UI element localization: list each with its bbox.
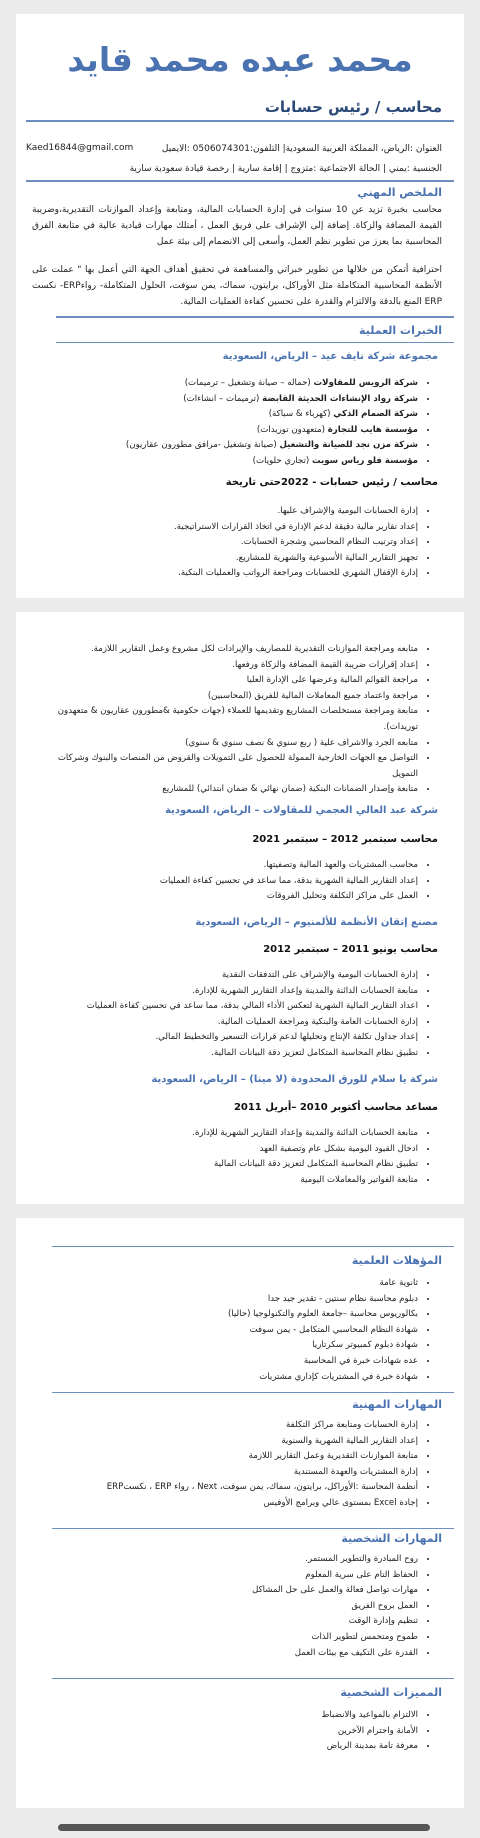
list-item: • مراجعة واعتماد جميع المعاملات المالية للفريق (المحاسبين) <box>30 689 418 705</box>
list-item: • إعداد تقارير مالية دقيقة لدعم الإدارة في اتخاذ القرارات الاستراتيجية. <box>174 520 418 536</box>
list-item: • شهادة النظام المحاسبي المتكامل - يمن سوفت <box>228 1323 418 1339</box>
company-name: شركة يا سلام للورق المحدودة (لا مينا) – الرياض، السعودية <box>151 1074 438 1085</box>
list-item: • متابعة الموازنات التقديرية وعمل التقارير اللازمة <box>107 1449 418 1465</box>
list-item: • متابعه الجرد والاشراف علية ( ربع سنوي & نصف سنوي & سنوي) <box>30 736 418 752</box>
list-item: • متابعه ومراجعة الموازنات التقديرية للمصاريف والإيرادات لكل مشروع وعمل التقارير اللازمة. <box>30 642 418 658</box>
list-item: • تجهيز التقارير المالية الأسبوعية والشهرية للمشاريع. <box>174 551 418 567</box>
list-item: • شركة الرويس للمقاولات (حماله – صيانة وتشغيل – ترميمات) <box>126 376 418 392</box>
list-item: • مراجعة القوائم المالية وعرضها على الإدارة العليا <box>30 673 418 689</box>
summary-paragraph-1: محاسب بخبرة تزيد عن 10 سنوات في إدارة الحسابات المالية، ومتابعة وإعداد الموازنات التقديرية،وضريبة القيمة المضافة والزكاة. إضافة إلى الإشراف على فريق العمل ، أمتلك مهارات قيادية عالية في متابعة الفرق المحاسبية بما يعزز من تطوير نظم العمل، وأسعى إلى الانضمام إلى بيئة عمل <box>32 205 442 247</box>
applicant-name: محمد عبده محمد قايد <box>67 40 413 79</box>
list-item: • تنظيم وإدارة الوقت <box>252 1614 418 1630</box>
list-item: • متابعة الحسابات الدائنة والمدينة وإعداد التقارير الشهرية للإدارة. <box>192 1126 418 1142</box>
experience-heading: الخبرات العملية <box>359 324 442 337</box>
features-list <box>321 1708 464 1755</box>
list-item: • شهادة خبرة في المشتريات كإداري مشتريات <box>228 1370 418 1386</box>
list-item: • أنظمة المحاسبة :الأوراكل، برايتون، سماك، يمن سوفت، Next ، رواء ERP ، نكستERP <box>107 1480 418 1496</box>
email-address[interactable]: Kaed16844@gmail.com <box>26 143 134 153</box>
list-item: • طموح ومتحمس لتطوير الذات <box>252 1630 418 1646</box>
list-item: • إدارة الحسابات اليومية والإشراف عليها. <box>174 504 418 520</box>
cv-page-2 <box>16 612 464 1204</box>
list-item: • متابعة الحسابات الدائنة والمدينة وإعداد التقارير الشهرية للإدارة. <box>87 984 418 1000</box>
cv-page-3 <box>16 1218 464 1808</box>
title-divider <box>26 120 454 122</box>
personal-skills-heading: المهارات الشخصية <box>341 1532 442 1545</box>
list-item: • تطبيق نظام المحاسبة المتكامل لتعزيز دقة البيانات المالية <box>192 1157 418 1173</box>
list-item: • اعداد التقارير المالية الشهرية لتعكس الأداء المالي بدقة، مما ساعد في تحسين كفاءة العمليات <box>87 999 418 1015</box>
list-item: • إدارة الحسابات العامة والبنكية ومراجعة العمليات المالية. <box>87 1015 418 1031</box>
list-item: • شركة الصمام الذكي (كهرباء & سباكة) <box>126 407 418 423</box>
list-item: • متابعة وإصدار الضمانات البنكية (ضمان نهائي & ضمان ابتدائي) للمشاريع <box>30 782 418 798</box>
qualifications-list <box>228 1276 464 1385</box>
list-item: • الأمانة واحترام الآخرين <box>321 1724 418 1740</box>
section-divider <box>52 1678 454 1679</box>
list-item: • إعداد التقارير المالية الشهرية بدقة، مما ساعد في تحسين كفاءة العمليات <box>160 874 418 890</box>
list-item: • محاسب المشتريات والعهد المالية وتصفيتها. <box>160 858 418 874</box>
list-item: • متابعة الفواتير والمعاملات اليومية <box>192 1173 418 1189</box>
address-line: العنوان :الرياض، المملكة العربية السعودية| التلفون:0506074301 :الايميل <box>161 144 442 154</box>
experience-divider <box>56 342 454 343</box>
list-item: • إدارة الإقفال الشهري للحسابات ومراجعة الرواتب والعمليات البنكية. <box>174 566 418 582</box>
duties-list <box>160 858 464 905</box>
list-item: • تطبيق نظام المحاسبة المتكامل لتعزيز دقة البيانات المالية. <box>87 1046 418 1062</box>
list-item: • معرفة تامة بمدينة الرياض <box>321 1739 418 1755</box>
job-role: محاسب / رئيس حسابات - 2022حتى تاريخة <box>225 477 438 488</box>
list-item: • متابعة ومراجعة مستخلصات المشاريع وتقديمها للعملاء (جهات حكومية &مطورون عقاريون & متعهدون توريدات). <box>30 704 418 735</box>
duties-list <box>174 504 464 582</box>
list-item: • العمل بروح الفريق <box>252 1599 418 1615</box>
job-role: محاسب سبتمبر 2012 – سبتمبر 2021 <box>252 834 438 845</box>
features-heading: المميزات الشخصية <box>340 1686 442 1699</box>
list-item: • إعداد التقارير المالية الشهرية والسنوية <box>107 1434 418 1450</box>
list-item: • شهادة دبلوم كمبيوتر سكرتاريا <box>228 1338 418 1354</box>
list-item: • مؤسسة هايب للتجارة (متعهدون توريدات) <box>126 423 418 439</box>
list-item: • إدارة المشتريات والعهدة المستندية <box>107 1465 418 1481</box>
duties-list <box>192 1126 464 1188</box>
list-item: • دبلوم محاسبة نظام سنتين - تقدير جيد جدا <box>228 1292 418 1308</box>
job-role: محاسب يونيو 2011 – سبتمبر 2012 <box>263 944 438 955</box>
list-item: • إعداد جداول تكلفة الإنتاج وتحليلها لدعم قرارات التسعير والتخطيط المالي. <box>87 1030 418 1046</box>
job-title: محاسب / رئيس حسابات <box>264 98 442 116</box>
personal-skills-list <box>252 1552 464 1661</box>
list-item: • إدارة الحسابات ومتابعة مراكز التكلفة <box>107 1418 418 1434</box>
list-item: • إعداد وترتيب النظام المحاسبي وشجرة الحسابات. <box>174 535 418 551</box>
list-item: • مؤسسة فلو رياس سويت (تجاري حلويات) <box>126 454 418 470</box>
list-item: • إجادة Excel بمستوى عالي وبرامج الأوفيس <box>107 1496 418 1512</box>
company-name: مجموعة شركة نايف عيد – الرياض، السعودية <box>222 351 438 362</box>
list-item: • مهارات تواصل فعالة والعمل على حل المشاكل <box>252 1583 418 1599</box>
summary-divider <box>56 316 454 318</box>
list-item: • الحفاظ التام على سرية المعلوم <box>252 1568 418 1584</box>
section-divider <box>52 1528 454 1529</box>
section-divider <box>52 1246 454 1247</box>
horizontal-scrollbar[interactable] <box>58 1824 430 1831</box>
list-item: • ثانوية عامة <box>228 1276 418 1292</box>
list-item: • شركة مزن نجد للصيانة والتشغيل (صيانة وتشغيل -مرافق مطورون عقاريون) <box>126 438 418 454</box>
list-item: • إدارة الحسابات اليومية والإشراف على التدفقات النقدية <box>87 968 418 984</box>
contact-divider <box>26 180 454 182</box>
cv-page-1 <box>16 14 464 598</box>
list-item: • شركة رواد الإنشاءات الحديثة القابضة (ترميمات – انشاءات) <box>126 392 418 408</box>
list-item: • روح المبادرة والتطوير المستمر. <box>252 1552 418 1568</box>
company-name: مصنع إتقان الأنظمة للألمنيوم – الرياض، السعودية <box>195 917 438 928</box>
company-name: شركة عبد العالي العجمي للمقاولات – الرياض، السعودية <box>165 805 438 816</box>
professional-skills-heading: المهارات المهنية <box>352 1398 442 1411</box>
professional-skills-list <box>107 1418 464 1512</box>
job-role: مساعد محاسب أكتوبر 2010 –أبريل 2011 <box>233 1102 438 1113</box>
list-item: • الالتزام بالمواعيد والانضباط <box>321 1708 418 1724</box>
list-item: • بكالوريوس محاسبة –جامعة العلوم والتكنولوجيا (حاليا) <box>228 1307 418 1323</box>
group-entities-list <box>126 376 464 470</box>
list-item: • العمل على مراكز التكلفة وتحليل الفروقات <box>160 889 418 905</box>
list-item: • عده شهادات خبرة في المحاسبة <box>228 1354 418 1370</box>
summary-paragraph-2: احترافية أتمكن من خلالها من تطوير خبراتي والمساهمة في تحقيق أهداف الجهة التي أعمل بها " عملت على الأنظمة المحاسبية المتكاملة مثل الأوراكل، برايتون، سماك، يمن سوفت، الحلول المتكاملة- رواءERP- نكست ERP المنع بالدقة والالتزام والقدرة على تحسين كفاءة العمليات المالية. <box>32 265 442 307</box>
list-item: • ادخال القيود اليومية بشكل عام وتصفية العهد <box>192 1142 418 1158</box>
personal-info-line: الجنسية :يمني | الحالة الاجتماعية :متزوج | إقامة سارية | رخصة قيادة سعودية سارية <box>129 164 442 174</box>
list-item: • إعداد إقرارات ضريبة القيمة المضافة والزكاة ورفعها. <box>30 658 418 674</box>
duties-list-continued <box>16 642 464 798</box>
list-item: • القدرة على التكيف مع بيئات العمل <box>252 1646 418 1662</box>
list-item: • التواصل مع الجهات الخارجية الممولة للحصول على التمويلات والقروض من المنصات والبنوك وشركات التمويل <box>30 751 418 782</box>
duties-list <box>87 968 464 1062</box>
qualifications-heading: المؤهلات العلمية <box>351 1254 442 1267</box>
section-divider <box>52 1392 454 1393</box>
summary-heading: الملخص المهني <box>357 186 442 199</box>
